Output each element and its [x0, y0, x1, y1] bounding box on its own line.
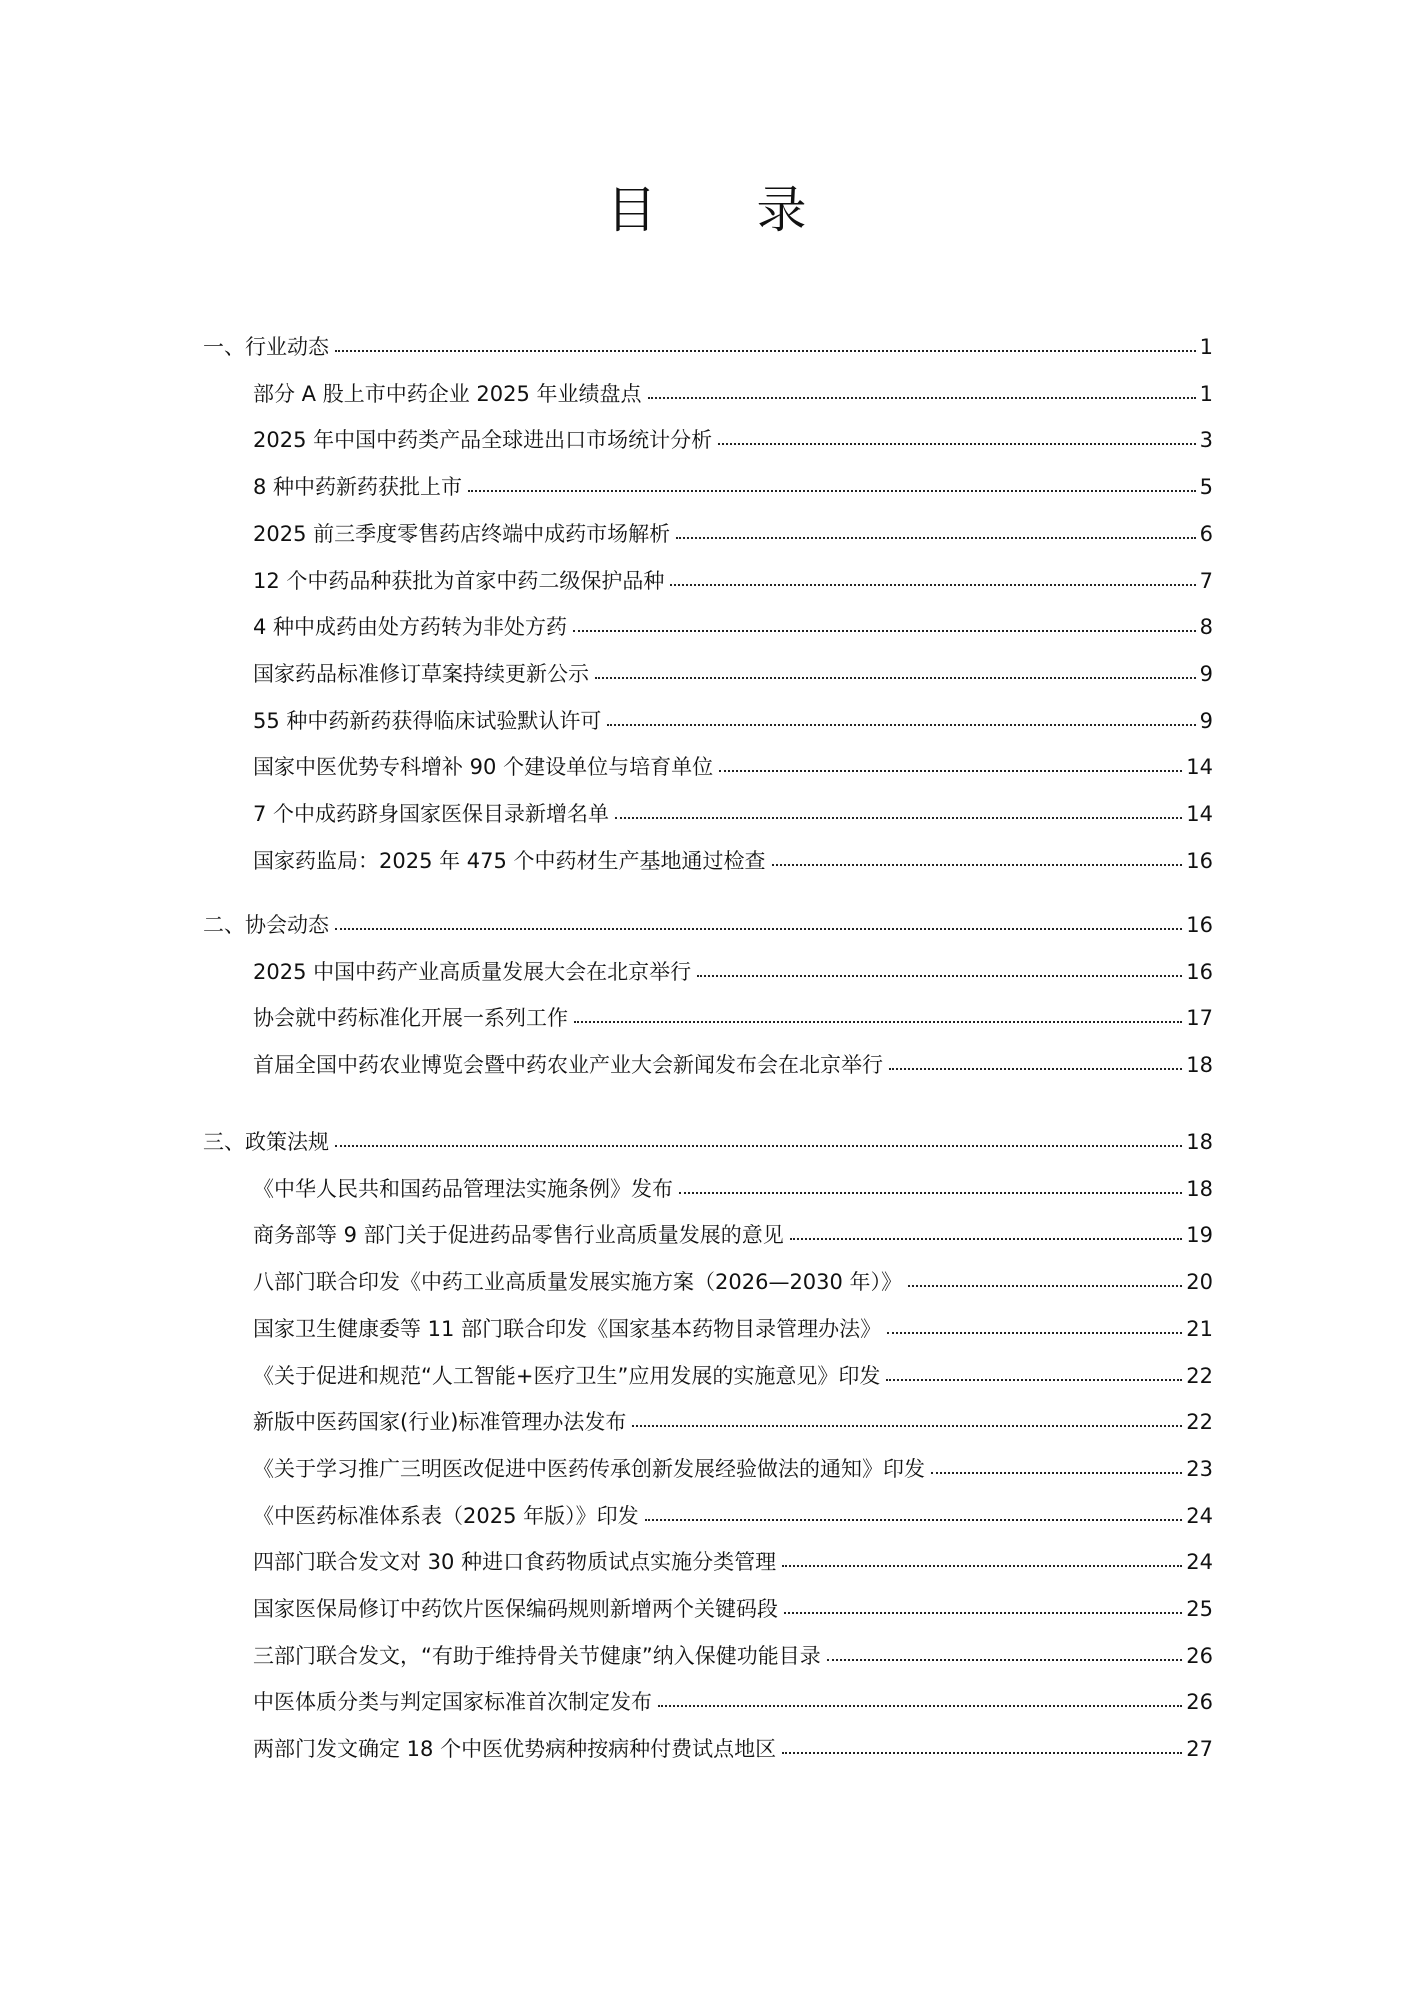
toc-page-number: 16	[1186, 913, 1213, 937]
toc-page-number: 19	[1186, 1223, 1213, 1248]
toc-page-number: 25	[1186, 1597, 1213, 1621]
toc-page-number: 6	[1199, 521, 1213, 546]
dot-leader	[782, 1752, 1182, 1754]
toc-entry[interactable]	[253, 649, 1213, 689]
toc-entry[interactable]	[253, 369, 1213, 409]
toc-page-number: 9	[1199, 708, 1213, 733]
toc-entry[interactable]	[253, 1164, 1213, 1204]
toc-page-number: 20	[1186, 1270, 1213, 1295]
toc-entry[interactable]	[253, 509, 1213, 549]
toc-entry-label: 两部门发文确定 18 个中医优势病种按病种付费试点地区	[253, 1737, 777, 1762]
toc-entry[interactable]	[253, 1724, 1213, 1764]
toc-page-number: 18	[1186, 1053, 1213, 1078]
toc-entry-label: 首届全国中药农业博览会暨中药农业产业大会新闻发布会在北京举行	[253, 1053, 883, 1078]
toc-entry[interactable]	[253, 1040, 1213, 1080]
toc-entry-label: 中医体质分类与判定国家标准首次制定发布	[253, 1690, 652, 1715]
dot-leader	[645, 1519, 1183, 1521]
toc-page-number: 3	[1199, 428, 1213, 453]
dot-leader	[887, 1332, 1182, 1334]
toc-entry-label: 协会就中药标准化开展一系列工作	[253, 1006, 568, 1031]
toc-entry-label: 2025 前三季度零售药店终端中成药市场解析	[253, 521, 671, 546]
toc-page-number: 24	[1186, 1550, 1213, 1575]
toc-entry[interactable]	[253, 789, 1213, 829]
page-title: 目 录	[606, 181, 849, 239]
toc-entry-label: 7 个中成药跻身国家医保目录新增名单	[253, 802, 610, 826]
dot-leader	[658, 1705, 1182, 1707]
dot-leader	[335, 1145, 1182, 1147]
toc-page-number: 26	[1186, 1643, 1213, 1668]
toc-page-number: 17	[1186, 1006, 1213, 1031]
dot-leader	[595, 677, 1196, 679]
toc-entry-label: 《中华人民共和国药品管理法实施条例》发布	[253, 1176, 673, 1201]
toc-entry[interactable]	[253, 1491, 1213, 1531]
toc-entry[interactable]	[253, 1444, 1213, 1484]
dot-leader	[782, 1565, 1182, 1567]
toc-page-number: 27	[1186, 1737, 1213, 1762]
toc-entry[interactable]	[253, 602, 1213, 642]
toc-entry-label: 4 种中成药由处方药转为非处方药	[253, 615, 568, 640]
toc-section-heading[interactable]	[203, 1117, 1213, 1157]
toc-entry[interactable]	[253, 462, 1213, 502]
toc-entry-label: 部分 A 股上市中药企业 2025 年业绩盘点	[253, 381, 642, 406]
toc-entry[interactable]	[253, 947, 1213, 987]
toc-section-heading[interactable]	[203, 322, 1213, 362]
toc-entry-label: 国家卫生健康委等 11 部门联合印发《国家基本药物目录管理办法》	[253, 1316, 882, 1341]
toc-page-number: 16	[1186, 959, 1213, 984]
toc-page-number: 1	[1199, 335, 1213, 359]
dot-leader	[679, 1192, 1182, 1194]
toc-entry[interactable]	[253, 1584, 1213, 1624]
toc-entry[interactable]	[253, 1631, 1213, 1671]
dot-leader	[573, 630, 1196, 632]
toc-entry[interactable]	[253, 1351, 1213, 1391]
toc-entry[interactable]	[253, 836, 1213, 876]
dot-leader	[697, 975, 1182, 977]
toc-entry-label: 《关于学习推广三明医改促进中医药传承创新发展经验做法的通知》印发	[253, 1456, 925, 1481]
dot-leader	[676, 537, 1196, 539]
toc-page-number: 18	[1186, 1176, 1213, 1201]
toc-entry-label: 商务部等 9 部门关于促进药品零售行业高质量发展的意见	[253, 1223, 784, 1248]
dot-leader	[335, 928, 1182, 930]
toc-page-number: 7	[1199, 568, 1213, 593]
dot-leader	[468, 490, 1196, 492]
toc-entry-label: 国家医保局修订中药饮片医保编码规则新增两个关键码段	[253, 1597, 778, 1621]
dot-leader	[648, 397, 1196, 399]
toc-page-number: 22	[1186, 1363, 1213, 1388]
toc-entry-label: 8 种中药新药获批上市	[253, 475, 463, 500]
toc-entry[interactable]	[253, 993, 1213, 1033]
dot-leader	[335, 350, 1196, 352]
toc-page-number: 26	[1186, 1690, 1213, 1715]
toc-page-number: 21	[1186, 1316, 1213, 1341]
toc-page-number: 14	[1186, 802, 1213, 826]
dot-leader	[931, 1472, 1182, 1474]
toc-entry[interactable]	[253, 696, 1213, 736]
dot-leader	[790, 1238, 1183, 1240]
toc-entry[interactable]	[253, 1304, 1213, 1344]
toc-entry-label: 二、协会动态	[203, 913, 329, 937]
toc-entry-label: 《关于促进和规范“人工智能+医疗卫生”应用发展的实施意见》印发	[253, 1363, 881, 1388]
toc-entry[interactable]	[253, 415, 1213, 455]
dot-leader	[827, 1659, 1183, 1661]
dot-leader	[607, 724, 1195, 726]
toc-page-number: 14	[1186, 755, 1213, 780]
toc-page-number: 24	[1186, 1503, 1213, 1528]
toc-entry-label: 55 种中药新药获得临床试验默认许可	[253, 708, 602, 733]
toc-page-number: 23	[1186, 1456, 1213, 1481]
dot-leader	[784, 1612, 1182, 1614]
toc-entry-label: 国家中医优势专科增补 90 个建设单位与培育单位	[253, 755, 714, 780]
dot-leader	[886, 1379, 1182, 1381]
toc-entry-label: 一、行业动态	[203, 335, 329, 359]
toc-page-number: 8	[1199, 615, 1213, 640]
toc-page-number: 22	[1186, 1410, 1213, 1435]
dot-leader	[670, 584, 1195, 586]
toc-entry[interactable]	[253, 556, 1213, 596]
toc-entry[interactable]	[253, 1677, 1213, 1717]
dot-leader	[772, 864, 1183, 866]
dot-leader	[615, 817, 1182, 819]
dot-leader	[574, 1021, 1182, 1023]
toc-entry-label: 国家药品标准修订草案持续更新公示	[253, 661, 589, 686]
toc-entry[interactable]	[253, 1537, 1213, 1577]
toc-entry[interactable]	[253, 742, 1213, 782]
toc-entry-label: 三部门联合发文，“有助于维持骨关节健康”纳入保健功能目录	[253, 1643, 821, 1668]
toc-page-number: 5	[1199, 475, 1213, 500]
dot-leader	[632, 1425, 1182, 1427]
toc-section-heading[interactable]	[203, 900, 1213, 940]
toc-entry[interactable]	[253, 1257, 1213, 1297]
toc-entry[interactable]	[253, 1210, 1213, 1250]
toc-entry-label: 2025 中国中药产业高质量发展大会在北京举行	[253, 959, 692, 984]
toc-entry-label: 新版中医药国家(行业)标准管理办法发布	[253, 1410, 627, 1435]
toc-page-number: 1	[1199, 381, 1213, 406]
toc-entry-label: 三、政策法规	[203, 1130, 329, 1154]
toc-page-number: 16	[1186, 848, 1213, 873]
toc-entry-label: 2025 年中国中药类产品全球进出口市场统计分析	[253, 428, 713, 453]
toc-entry-label: 国家药监局：2025 年 475 个中药材生产基地通过检查	[253, 848, 766, 873]
dot-leader	[908, 1285, 1182, 1287]
dot-leader	[719, 770, 1182, 772]
toc-entry-label: 《中医药标准体系表（2025 年版）》印发	[253, 1503, 639, 1528]
toc-entry-label: 四部门联合发文对 30 种进口食药物质试点实施分类管理	[253, 1550, 777, 1575]
toc-entry-label: 八部门联合印发《中药工业高质量发展实施方案（2026—2030 年）》	[253, 1270, 903, 1295]
dot-leader	[889, 1068, 1182, 1070]
dot-leader	[718, 443, 1196, 445]
toc-entry-label: 12 个中药品种获批为首家中药二级保护品种	[253, 568, 665, 593]
toc-page-number: 18	[1186, 1130, 1213, 1154]
toc-entry[interactable]	[253, 1397, 1213, 1437]
toc-page-number: 9	[1199, 661, 1213, 686]
